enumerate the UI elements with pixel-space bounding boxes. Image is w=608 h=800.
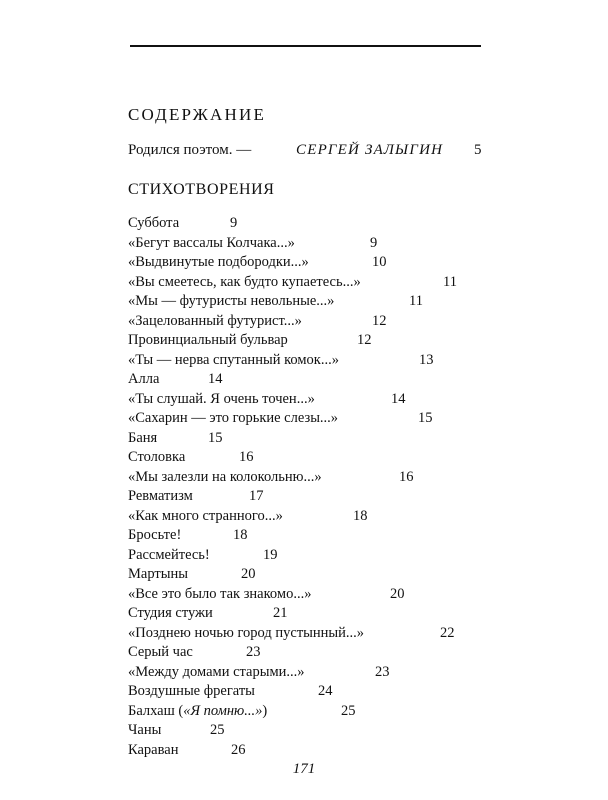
toc-entry-page: 16: [239, 449, 254, 465]
toc-entry-page: 14: [391, 390, 406, 407]
toc-entry-title: Ревматизм: [128, 488, 193, 504]
toc-entry: [128, 429, 468, 449]
toc-entry-title: Столовка: [128, 449, 186, 465]
intro-title: Родился поэтом. —: [128, 142, 252, 158]
page-number: 171: [292, 761, 316, 777]
toc-entry: [128, 585, 468, 605]
toc-entry: [128, 448, 468, 468]
toc-entry-title: «Бегут вассалы Колчака...»: [128, 234, 295, 251]
intro-author: СЕРГЕЙ ЗАЛЫГИН: [296, 142, 444, 158]
toc-list: [128, 214, 468, 760]
toc-entry-page: 11: [443, 273, 457, 290]
toc-entry-title: «Ты слушай. Я очень точен...»: [128, 390, 315, 407]
toc-entry-page: 20: [241, 566, 256, 582]
toc-entry-page: 21: [273, 605, 288, 621]
toc-entry: [128, 331, 468, 351]
toc-entry-page: 23: [246, 644, 261, 660]
toc-entry-title: Чаны: [128, 722, 162, 738]
toc-entry: [128, 468, 468, 488]
toc-entry: [128, 546, 468, 566]
toc-entry-title: «Вы смеетесь, как будто купаетесь...»: [128, 273, 361, 290]
toc-entry-page: 18: [353, 507, 368, 524]
toc-entry: [128, 253, 468, 273]
contents-heading: СОДЕРЖАНИЕ: [128, 105, 267, 124]
toc-entry-page: 9: [230, 215, 238, 231]
toc-entry-page: 13: [419, 351, 434, 368]
toc-entry: [128, 565, 468, 585]
toc-entry: [128, 214, 468, 234]
toc-entry-title: «Мы залезли на колокольню...»: [128, 468, 322, 485]
toc-entry-page: 20: [390, 585, 405, 602]
toc-entry: [128, 312, 468, 332]
toc-entry: [128, 682, 468, 702]
toc-entry-title: Студия стужи: [128, 605, 213, 621]
toc-entry: [128, 663, 468, 683]
toc-entry-page: 16: [399, 468, 414, 485]
toc-entry-page: 11: [409, 293, 423, 309]
toc-entry-page: 12: [357, 332, 372, 348]
toc-entry-title: «Как много странного...»: [128, 507, 283, 524]
toc-entry-page: 22: [440, 624, 455, 641]
toc-entry: [128, 390, 468, 410]
toc-entry-title: [128, 702, 267, 721]
toc-entry-title: «Все это было так знакомо...»: [128, 585, 312, 602]
toc-entry: [128, 604, 468, 624]
toc-entry-page: 14: [208, 371, 223, 387]
toc-entry-page: 15: [208, 429, 223, 446]
toc-entry: [128, 702, 468, 722]
toc-entry: [128, 273, 468, 293]
toc-entry-title: Бросьте!: [128, 527, 182, 543]
toc-entry-title: Рассмейтесь!: [128, 546, 210, 563]
toc-entry-title: «Зацелованный футурист...»: [128, 312, 302, 329]
toc-entry-title-display: Балхаш («Я помню...»): [128, 702, 268, 719]
intro-entry: [128, 142, 488, 164]
toc-entry-page: 18: [233, 527, 248, 543]
toc-entry: [128, 351, 468, 371]
top-rule: [130, 45, 481, 47]
toc-entry: [128, 292, 468, 312]
toc-entry-page: 12: [372, 312, 387, 329]
toc-entry-page: 25: [210, 722, 225, 738]
toc-entry-title: «Ты — нерва спутанный комок...»: [128, 351, 339, 368]
toc-entry-title: Баня: [128, 429, 158, 446]
toc-entry-title: Серый час: [128, 644, 193, 660]
toc-entry-title: «Выдвинутые подбородки...»: [128, 254, 309, 270]
toc-entry-title: «Позднею ночью город пустынный...»: [128, 624, 365, 641]
toc-entry: [128, 721, 468, 741]
toc-entry-page: 9: [370, 234, 378, 251]
toc-entry: [128, 526, 468, 546]
toc-entry-title: Провинциальный бульвар: [128, 332, 288, 348]
section-heading: СТИХОТВОРЕНИЯ: [128, 181, 275, 198]
toc-entry-page: 17: [249, 488, 264, 504]
toc-entry: [128, 370, 468, 390]
toc-entry-page: 24: [318, 683, 333, 699]
toc-entry: [128, 409, 468, 429]
toc-entry: [128, 624, 468, 644]
toc-entry-page: 25: [341, 702, 356, 719]
toc-entry-title: Мартыны: [128, 566, 188, 582]
toc-entry-page: 10: [372, 254, 387, 270]
toc-entry: [128, 487, 468, 507]
toc-entry-title: «Мы — футуристы невольные...»: [128, 293, 335, 309]
toc-entry-page: 19: [263, 546, 278, 563]
toc-entry-page: 23: [375, 663, 390, 680]
toc-entry-page: 26: [231, 741, 246, 758]
toc-entry-title: Караван: [128, 741, 179, 758]
toc-entry-title: «Сахарин — это горькие слезы...»: [128, 410, 339, 426]
toc-entry: [128, 741, 468, 761]
toc-entry-title: Алла: [128, 371, 160, 387]
toc-entry: [128, 234, 468, 254]
toc-entry-title: «Между домами старыми...»: [128, 663, 305, 680]
toc-entry-title: Суббота: [128, 215, 180, 231]
toc-entry-title: Воздушные фрегаты: [128, 683, 255, 699]
toc-entry: [128, 643, 468, 663]
toc-entry-page: 15: [418, 410, 433, 426]
toc-entry: [128, 507, 468, 527]
intro-page: 5: [474, 142, 482, 158]
